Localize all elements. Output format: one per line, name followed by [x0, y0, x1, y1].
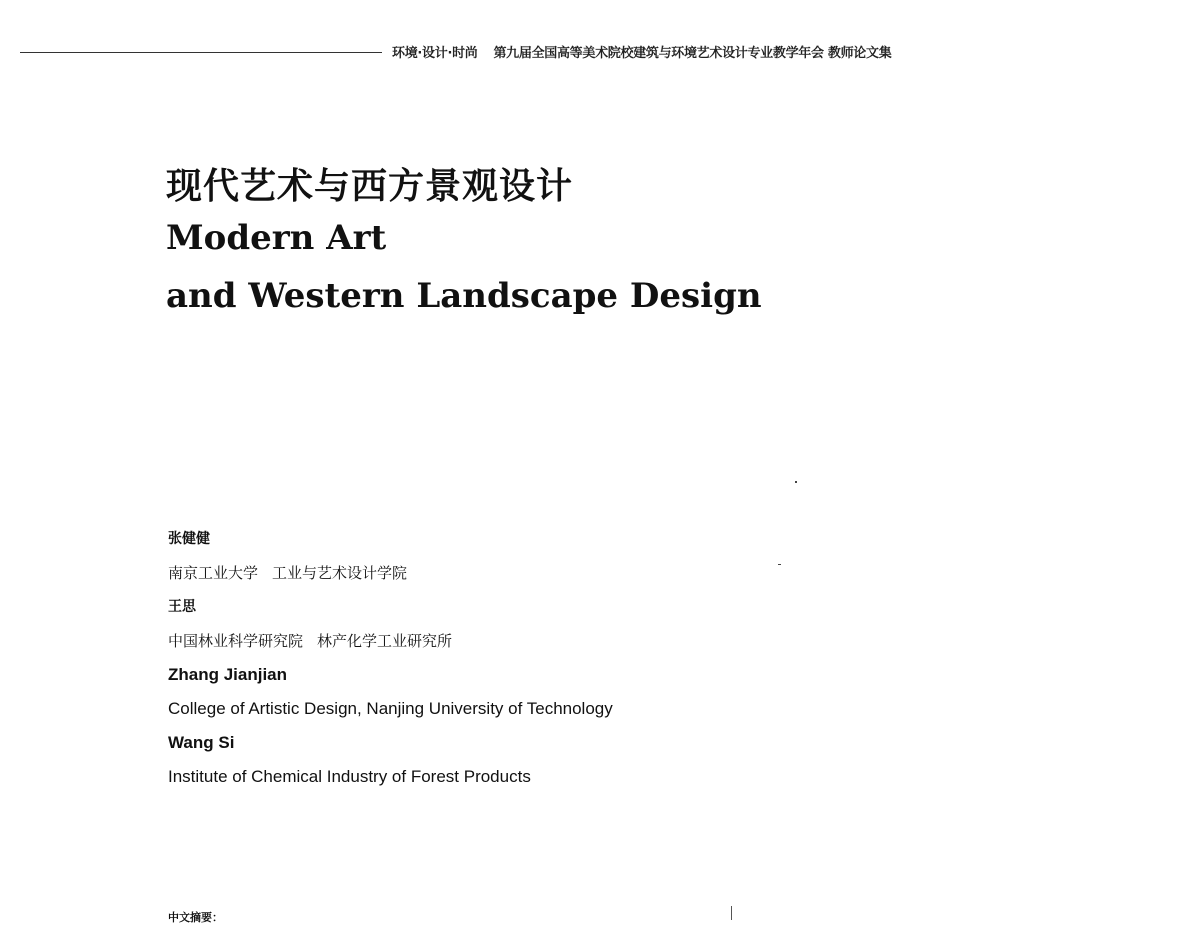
author-1-department-cn: 工业与艺术设计学院	[272, 564, 408, 582]
author-2-affiliation-cn	[168, 629, 868, 663]
author-1-institution-cn: 南京工业大学	[168, 564, 259, 582]
author-2-affiliation-en: Institute of Chemical Industry of Forest Products	[168, 767, 531, 786]
abstract-label: 中文摘要：	[168, 911, 223, 924]
author-2-name-cn: 王思	[168, 599, 196, 615]
author-1-name-en: Zhang Jianjian	[168, 665, 288, 684]
title-english-line1: Modern Art	[166, 218, 387, 258]
author-2-department-cn: 林产化学工业研究所	[317, 632, 453, 650]
running-header	[392, 42, 891, 61]
author-1-affiliation-cn	[168, 561, 868, 595]
author-2-name-en: Wang Si	[168, 733, 235, 752]
author-block	[168, 527, 868, 799]
author-1-name-cn: 张健健	[168, 531, 210, 547]
title-chinese: 现代艺术与西方景观设计	[166, 165, 574, 207]
header-journal-title: 第九届全国高等美术院校建筑与环境艺术设计专业教学年会 教师论文集	[493, 46, 892, 61]
header-rule	[20, 52, 382, 53]
header-section-title: 环境·设计·时尚	[392, 46, 478, 61]
author-2-institution-cn: 中国林业科学研究院	[168, 632, 304, 650]
title-english-line2: and Western Landscape Design	[166, 276, 762, 316]
column-divider	[731, 906, 732, 920]
author-1-affiliation-en: College of Artistic Design, Nanjing University of Technology	[168, 699, 613, 718]
scan-speck	[795, 481, 797, 483]
